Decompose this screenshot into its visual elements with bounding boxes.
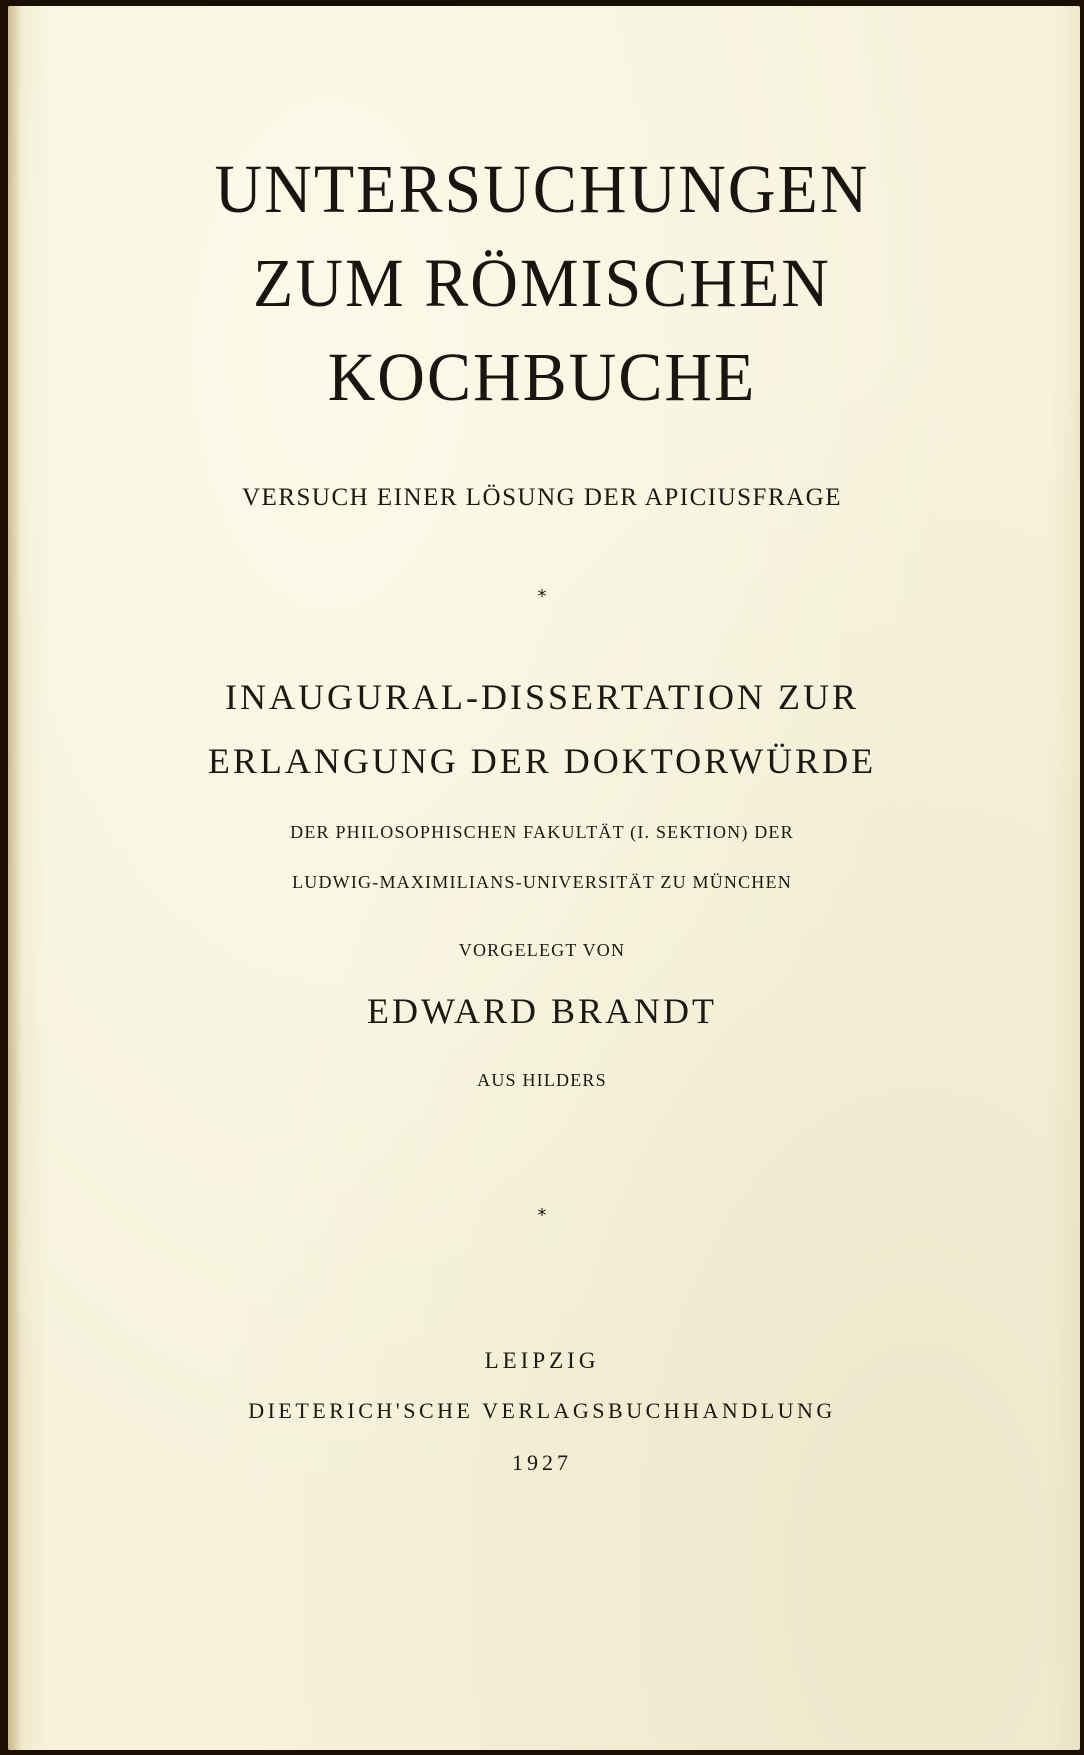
author-origin: AUS HILDERS (477, 1070, 607, 1090)
imprint-year: 1927 (512, 1450, 572, 1475)
title-line-1: UNTERSUCHUNGEN (214, 151, 870, 228)
university-line: LUDWIG-MAXIMILIANS-UNIVERSITÄT ZU MÜNCHEN (292, 872, 792, 892)
ornament-star-bottom: * (537, 1205, 547, 1226)
faculty-line: DER PHILOSOPHISCHEN FAKULTÄT (I. SEKTION) DER (290, 822, 794, 842)
dissertation-line-2: ERLANGUNG DER DOKTORWÜRDE (207, 741, 877, 781)
submitted-by: VORGELEGT VON (458, 940, 626, 960)
title-line-2: ZUM RÖMISCHEN (253, 245, 831, 322)
ornament-star-top: * (537, 586, 547, 607)
imprint-place: LEIPZIG (484, 1348, 600, 1373)
author-name: EDWARD BRANDT (367, 991, 717, 1031)
imprint-publisher: DIETERICH'SCHE VERLAGSBUCHHANDLUNG (248, 1398, 836, 1423)
subtitle: VERSUCH EINER LÖSUNG DER APICIUSFRAGE (242, 484, 842, 511)
dissertation-line-1: INAUGURAL-DISSERTATION ZUR (225, 677, 859, 717)
title-line-3: KOCHBUCHE (327, 339, 757, 416)
